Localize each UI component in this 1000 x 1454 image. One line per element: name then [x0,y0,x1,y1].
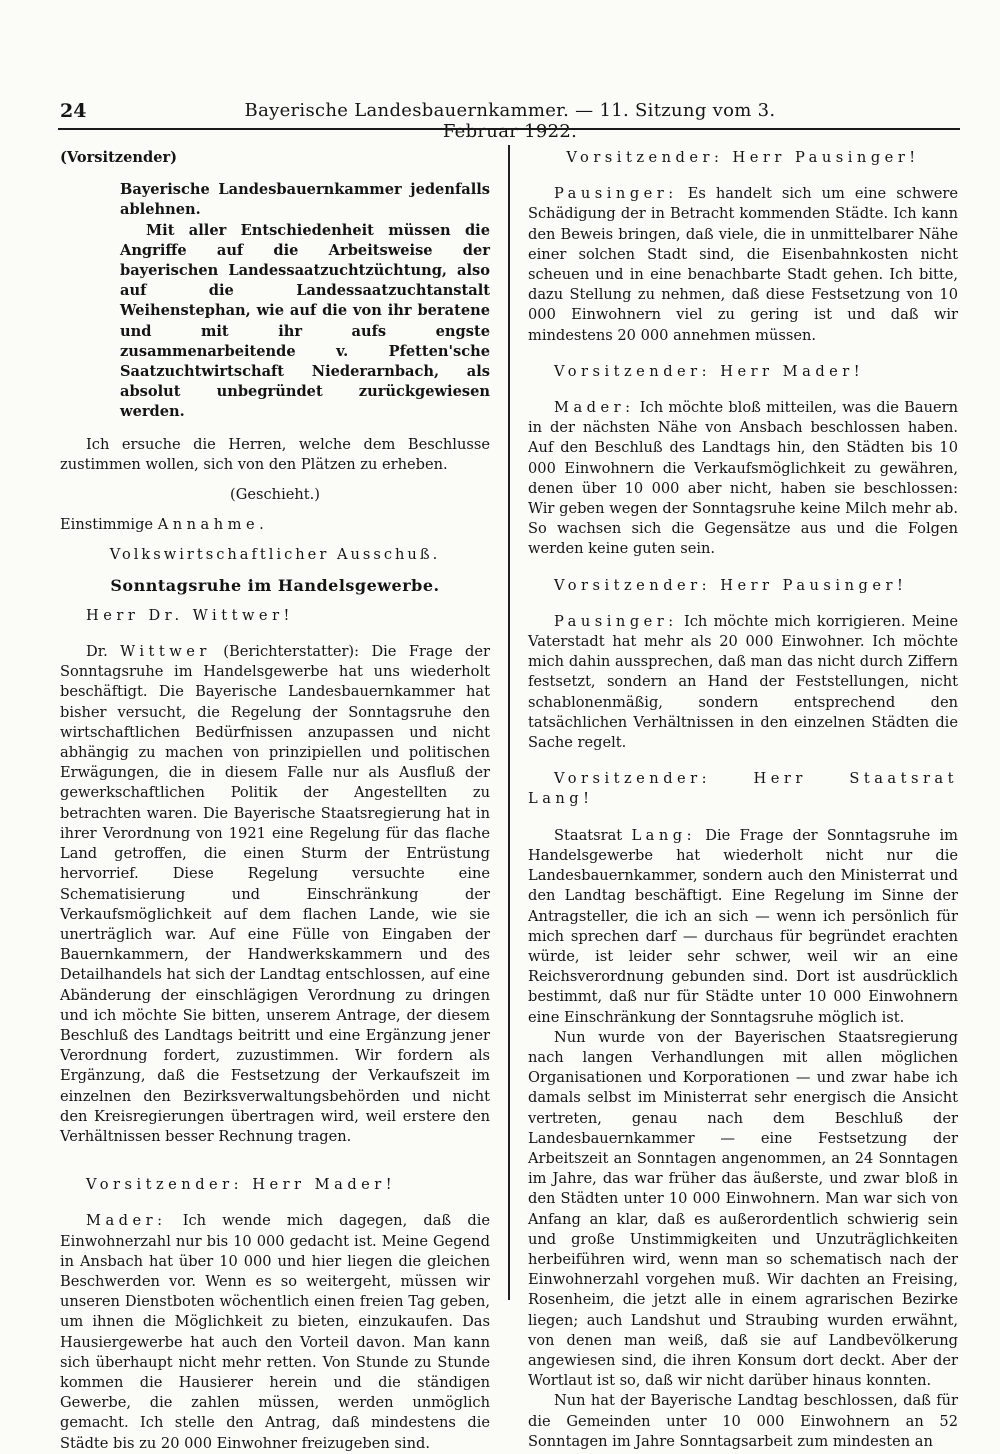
speaker-call: Vorsitzender: Herr Staatsrat Lang! [528,770,958,808]
speech-paragraph [60,642,490,1147]
right-column [528,148,958,1452]
speech-paragraph [60,1211,490,1453]
speaker-name: Lang: [631,826,697,844]
speaker-bracket: (Vorsitzender) [60,149,178,166]
speech-paragraph: Nun hat der Bayerische Landtag beschlossen, daß für die Gemeinden unter 10 000 Einwohnern an 52 Sonntagen im Jahre Sonntagsarbeit zum mindesten an [528,1392,958,1450]
committee-heading: Volkswirtschaftlicher Ausschuß. [109,546,441,564]
vote-result-spaced: Annahme. [157,516,269,534]
speech-text: Es handelt sich um eine schwere Schädigung der in Betracht kommenden Städte. Ich kann den Beweis bringen, daß viele, die in unmittelbarer Nähe einer solchen Stadt sind, die Eisenbahnkosten nicht scheuen und in eine benachbarte Stadt gehen. Ich bitte, dazu Stellung zu nehmen, daß diese Festsetzung von 10 000 Einwohnern viel zu gering ist und daß wir mindestens 20 000 annehmen müssen. [528,185,958,344]
running-head: Bayerische Landesbauernkammer. — 11. Sitzung vom 3. Februar 1922. [244,100,776,142]
speaker-prefix: Staatsrat [554,826,623,844]
speaker-name: Mader: [554,399,635,417]
speaker-call: Vorsitzender: Herr Mader! [86,1176,397,1194]
header-rule [58,128,960,130]
speaker-name: Pausinger: [554,612,678,630]
motion-paragraph: Bayerische Landesbauernkammer jedenfalls ablehnen. [120,181,490,219]
speech-text: Ich möchte bloß mitteilen, was die Bauern in der nächsten Nähe von Ansbach beschlossen haben. Auf den Beschluß des Landtags hin, den Städten bis 10 000 Einwohnern die Verkaufsmöglichkeit zu gewähren, denen über 10 000 aber nicht, haben sie beschlossen: Wir geben wegen der Sonntagsruhe keine Milch mehr ab. So wachsen sich die Gegensätze aus und die Folgen werden keine guten sein. [528,399,958,558]
speech-text: Ich möchte mich korrigieren. Meine Vaterstadt hat mehr als 20 000 Einwohner. Ich möchte mich dahin aussprechen, daß man das nicht durch Ziffern festsetzt, sondern an Hand der Feststellungen, nicht schablonenmäßig, sondern entsprechend den tatsächlichen Verhältnissen in den einzelnen Städten die Sache regelt. [528,612,959,752]
speech-text: (Berichterstatter): Die Frage der Sonntagsruhe im Handelsgewerbe hat uns wiederholt beschäftigt. Die Bayerische Landesbauernkammer hat bisher versucht, die Regelung der Sonntagsruhe den wirtschaftlichen Bedürfnissen anzupassen und nicht abhängig zu machen von prinzipiellen und politischen Erwägungen, die in diesem Falle nur als Ausfluß der gewerkschaftlichen Politik der Angestellten zu betrachten waren. Die Bayerische Staatsregierung hat in ihrer Verordnung von 1921 eine Regelung für das flache Land getroffen, die einen Sturm der Entrüstung hervorrief. Diese Regelung versuchte eine Schematisierung und Einschränkung der Verkaufsmöglichkeit auf dem flachen Lande, wie sie unerträglich war. Auf eine Fülle von Eingaben der Bauernkammern, der Handwerkskammern und des Detailhandels hat sich der Landtag entschlossen, auf eine Abänderung der einschlägigen Verordnung zu dringen und ich möchte Sie bitten, unserem Antrage, der diesem Beschluß des Landtags beitritt und eine Ergänzung jener Verordnung fordert, zuzustimmen. Wir fordern als Ergänzung, daß die Festsetzung der Verkaufszeit im einzelnen den Bezirksverwaltungsbehörden und nicht den Kreisregierungen übertragen wird, weil erstere den Verhältnissen besser Rechnung tragen. [60,643,490,1145]
speaker-call: Vorsitzender: Herr Pausinger! [566,149,920,166]
speaker-call: Vorsitzender: Herr Mader! [554,362,865,380]
left-column [60,148,490,1454]
speech-text: Ich wende mich dagegen, daß die Einwohnerzahl nur bis 10 000 gedacht ist. Meine Gegend in Ansbach hat über 10 000 und hier liegen die gleichen Beschwerden vor. Wenn es so weitergeht, müssen wir unseren Dienstboten wöchentlich einen freien Tag geben, um ihnen die Möglichkeit zu bieten, einzukaufen. Das Hausiergewerbe hat auch den Vorteil davon. Man kann sich überhaupt nicht mehr retten. Von Stunde zu Stunde kommen die Hausierer herein und die ständigen Gewerbe, die zahlen müssen, werden unmöglich gemacht. Ich stelle den Antrag, daß mindestens die Städte bis zu 20 000 Einwohner freizugeben sind. [60,1212,491,1452]
vote-result [60,515,490,535]
speech-paragraph [528,826,958,1028]
vote-result-prefix: Einstimmige [60,516,154,534]
speaker-name: Pausinger: [554,185,678,203]
speech-paragraph [528,184,958,346]
motion-text [120,180,490,422]
column-divider [508,145,510,1300]
page-number: 24 [60,100,87,122]
speaker-call: Herr Dr. Wittwer! [86,606,294,624]
speaker-call: Vorsitzender: Herr Pausinger! [554,576,908,594]
speech-text: Die Frage der Sonntagsruhe im Handelsgewerbe hat wiederholt nicht nur die Landesbauernkammer, sondern auch den Ministerrat und den Landtag beschäftigt. Eine Regelung im Sinne der Antragsteller, die ich an sich — wenn ich persönlich für mich sprechen darf — durchaus für begründet erachten würde, ist leider sehr schwer, weil wir an eine Reichsverordnung gebunden sind. Dort ist ausdrücklich bestimmt, daß nur für Städte unter 10 000 Einwohnern eine Einschränkung der Sonntagsruhe möglich ist. [528,826,959,1026]
motion-paragraph: Mit aller Entschiedenheit müssen die Angriffe auf die Arbeitsweise der bayerischen Landessaatzuchtzüchtung, also auf die Landessaatzuchtanstalt Weihenstephan, wie auf die von ihr beratene und mit ihr aufs engste zusammenarbeitende v. Pfetten'sche Saatzuchtwirtschaft Niederarnbach, als absolut unbegründet zurückgewiesen werden. [120,221,490,421]
section-title: Sonntagsruhe im Handelsgewerbe. [110,575,440,595]
stage-direction: (Geschieht.) [230,486,320,504]
speech-paragraph [528,612,958,753]
request-paragraph: Ich ersuche die Herren, welche dem Beschlusse zustimmen wollen, sich von den Plätzen zu erheben. [60,435,490,473]
speech-paragraph [528,398,958,560]
speaker-name: Wittwer [120,643,211,661]
speaker-name: Mader: [86,1212,167,1230]
speech-paragraph: Nun wurde von der Bayerischen Staatsregierung nach langen Verhandlungen mit allen möglichen Organisationen und Korporationen — und zwar habe ich damals selbst im Ministerrat sehr energisch die Ansicht vertreten, genau nach dem Beschluß der Landesbauernkammer — eine Festsetzung der Arbeitszeit an Sonntagen angenommen, an 24 Sonntagen im Jahre, das war früher das äußerste, und zwar bloß in den Städten unter 10 000 Einwohnern. Man war sich von Anfang an klar, daß es außerordentlich schwierig sein und große Unstimmigkeiten und Unzuträglichkeiten herbeiführen wird, wenn man so schematisch nach der Einwohnerzahl vorgehen muß. Wir dachten an Freising, Rosenheim, die jetzt alle in einem agrarischen Bezirke liegen; auch Landshut und Straubing wurden erwähnt, von denen man weiß, daß sie auf Landbevölkerung angewiesen sind, die ihren Konsum dort deckt. Aber der Wortlaut ist so, daß wir nicht darüber hinaus konnten. [528,1028,958,1390]
speaker-prefix: Dr. [86,643,108,661]
